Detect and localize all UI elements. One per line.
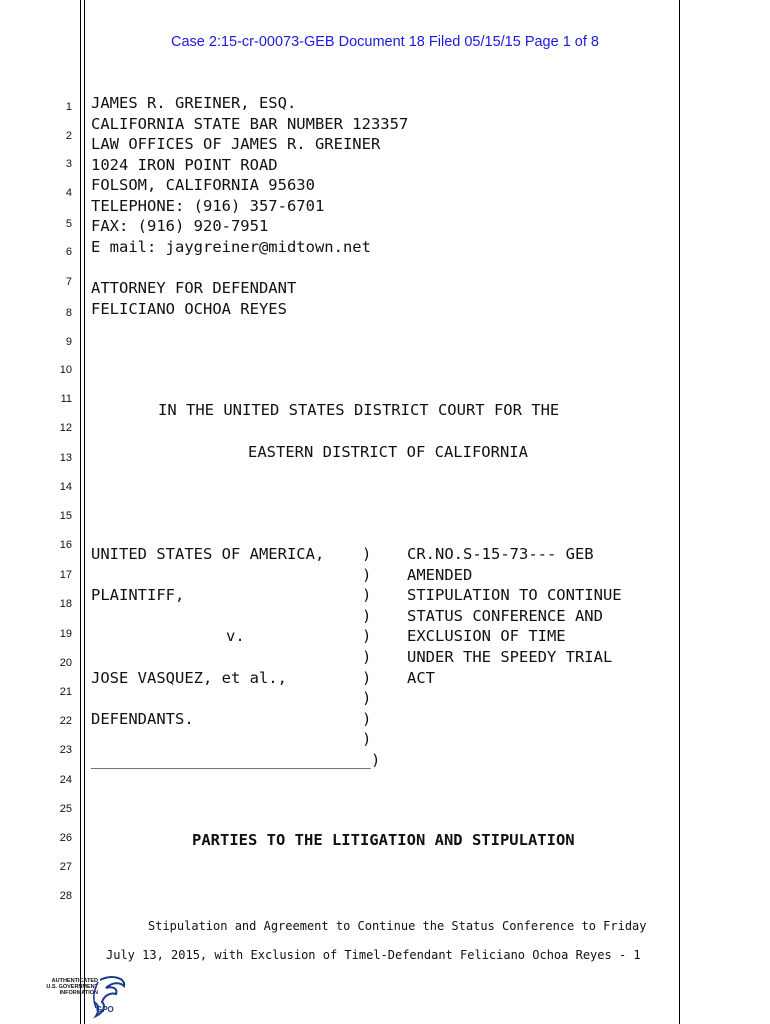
caption-left-line: JOSE VASQUEZ, et al., [91, 668, 287, 687]
line-number: 18 [59, 598, 72, 610]
attorney-line: E mail: jaygreiner@midtown.net [91, 237, 371, 256]
line-number: 24 [59, 774, 72, 786]
caption-paren: ) [362, 545, 372, 563]
gpo-logo-text: GPO [96, 1005, 114, 1014]
left-margin-rule-outer [80, 0, 81, 1024]
line-number: 2 [65, 130, 72, 142]
line-number: 8 [65, 307, 72, 319]
caption-paren: ) [362, 668, 372, 687]
line-number: 9 [65, 336, 72, 348]
caption-paren: ) [362, 606, 372, 625]
attorney-line: TELEPHONE: (916) 357-6701 [91, 196, 325, 215]
caption-paren: ) [362, 565, 372, 584]
attorney-line: 1024 IRON POINT ROAD [91, 155, 278, 174]
line-number: 25 [59, 803, 72, 815]
caption-right-line: EXCLUSION OF TIME [407, 627, 566, 646]
caption-left-line: PLAINTIFF, [91, 586, 185, 605]
line-number: 27 [59, 861, 72, 873]
line-number: 16 [59, 539, 72, 551]
court-name-line1: IN THE UNITED STATES DISTRICT COURT FOR THE [158, 401, 560, 419]
caption-right-line: UNDER THE SPEEDY TRIAL [407, 648, 613, 666]
line-number: 22 [59, 715, 72, 727]
line-number: 21 [59, 686, 72, 698]
line-number: 4 [65, 187, 72, 199]
attorney-for-line: ATTORNEY FOR DEFENDANT [91, 279, 297, 297]
line-number: 5 [65, 218, 72, 230]
footer-line2: July 13, 2015, with Exclusion of Timel-Defendant Feliciano Ochoa Reyes - 1 [106, 948, 641, 962]
line-number: 14 [59, 481, 72, 493]
caption-paren: ) [362, 689, 372, 708]
caption-right-line: ACT [407, 668, 435, 687]
line-number: 6 [65, 246, 72, 258]
caption-left-line: v. [226, 627, 245, 646]
line-number: 23 [59, 744, 72, 756]
line-number: 20 [59, 657, 72, 669]
line-number: 1 [65, 101, 72, 113]
caption-right-line: CR.NO.S-15-73--- GEB [407, 545, 594, 563]
line-number: 19 [59, 628, 72, 640]
caption-left-line: DEFENDANTS. [91, 709, 194, 728]
court-name-line2: EASTERN DISTRICT OF CALIFORNIA [248, 443, 528, 461]
caption-paren: ) [362, 627, 372, 646]
line-number: 13 [59, 452, 72, 464]
caption-paren: ) [362, 586, 372, 605]
caption-right-line: AMENDED [407, 565, 473, 584]
attorney-line: CALIFORNIA STATE BAR NUMBER 123357 [91, 114, 409, 133]
section-heading: PARTIES TO THE LITIGATION AND STIPULATION [192, 831, 575, 849]
gpo-authentication-seal [40, 972, 130, 1020]
footer-line1: Stipulation and Agreement to Continue the Status Conference to Friday [148, 919, 647, 933]
attorney-line: LAW OFFICES OF JAMES R. GREINER [91, 135, 381, 153]
caption-right-line: STATUS CONFERENCE AND [407, 606, 603, 625]
line-number: 28 [59, 890, 72, 902]
line-number: 26 [59, 832, 72, 844]
line-number: 15 [59, 510, 72, 522]
caption-paren: ) [362, 709, 372, 728]
line-number: 7 [65, 276, 72, 288]
caption-left-line: UNITED STATES OF AMERICA, [91, 545, 325, 563]
attorney-for-line: FELICIANO OCHOA REYES [91, 300, 287, 318]
attorney-line: FAX: (916) 920-7951 [91, 217, 269, 235]
caption-right-line: STIPULATION TO CONTINUE [407, 586, 622, 605]
caption-paren: ) [362, 730, 372, 749]
case-header: Case 2:15-cr-00073-GEB Document 18 Filed 05/15/15 Page 1 of 8 [170, 34, 599, 50]
caption-paren: ) [362, 648, 372, 666]
line-number: 3 [65, 158, 72, 170]
line-number: 17 [59, 569, 72, 581]
line-number: 10 [59, 364, 72, 376]
seal-text: AUTHENTICATED U.S. GOVERNMENT INFORMATION [46, 978, 98, 996]
caption-underline: ______________________________) [91, 751, 381, 769]
line-number: 12 [59, 422, 72, 434]
gpo-eagle-icon [40, 972, 130, 1020]
attorney-line: FOLSOM, CALIFORNIA 95630 [91, 176, 315, 194]
line-number: 11 [60, 393, 72, 405]
attorney-line: JAMES R. GREINER, ESQ. [91, 94, 297, 112]
right-margin-rule [679, 0, 680, 1024]
left-margin-rule-inner [84, 0, 85, 1024]
